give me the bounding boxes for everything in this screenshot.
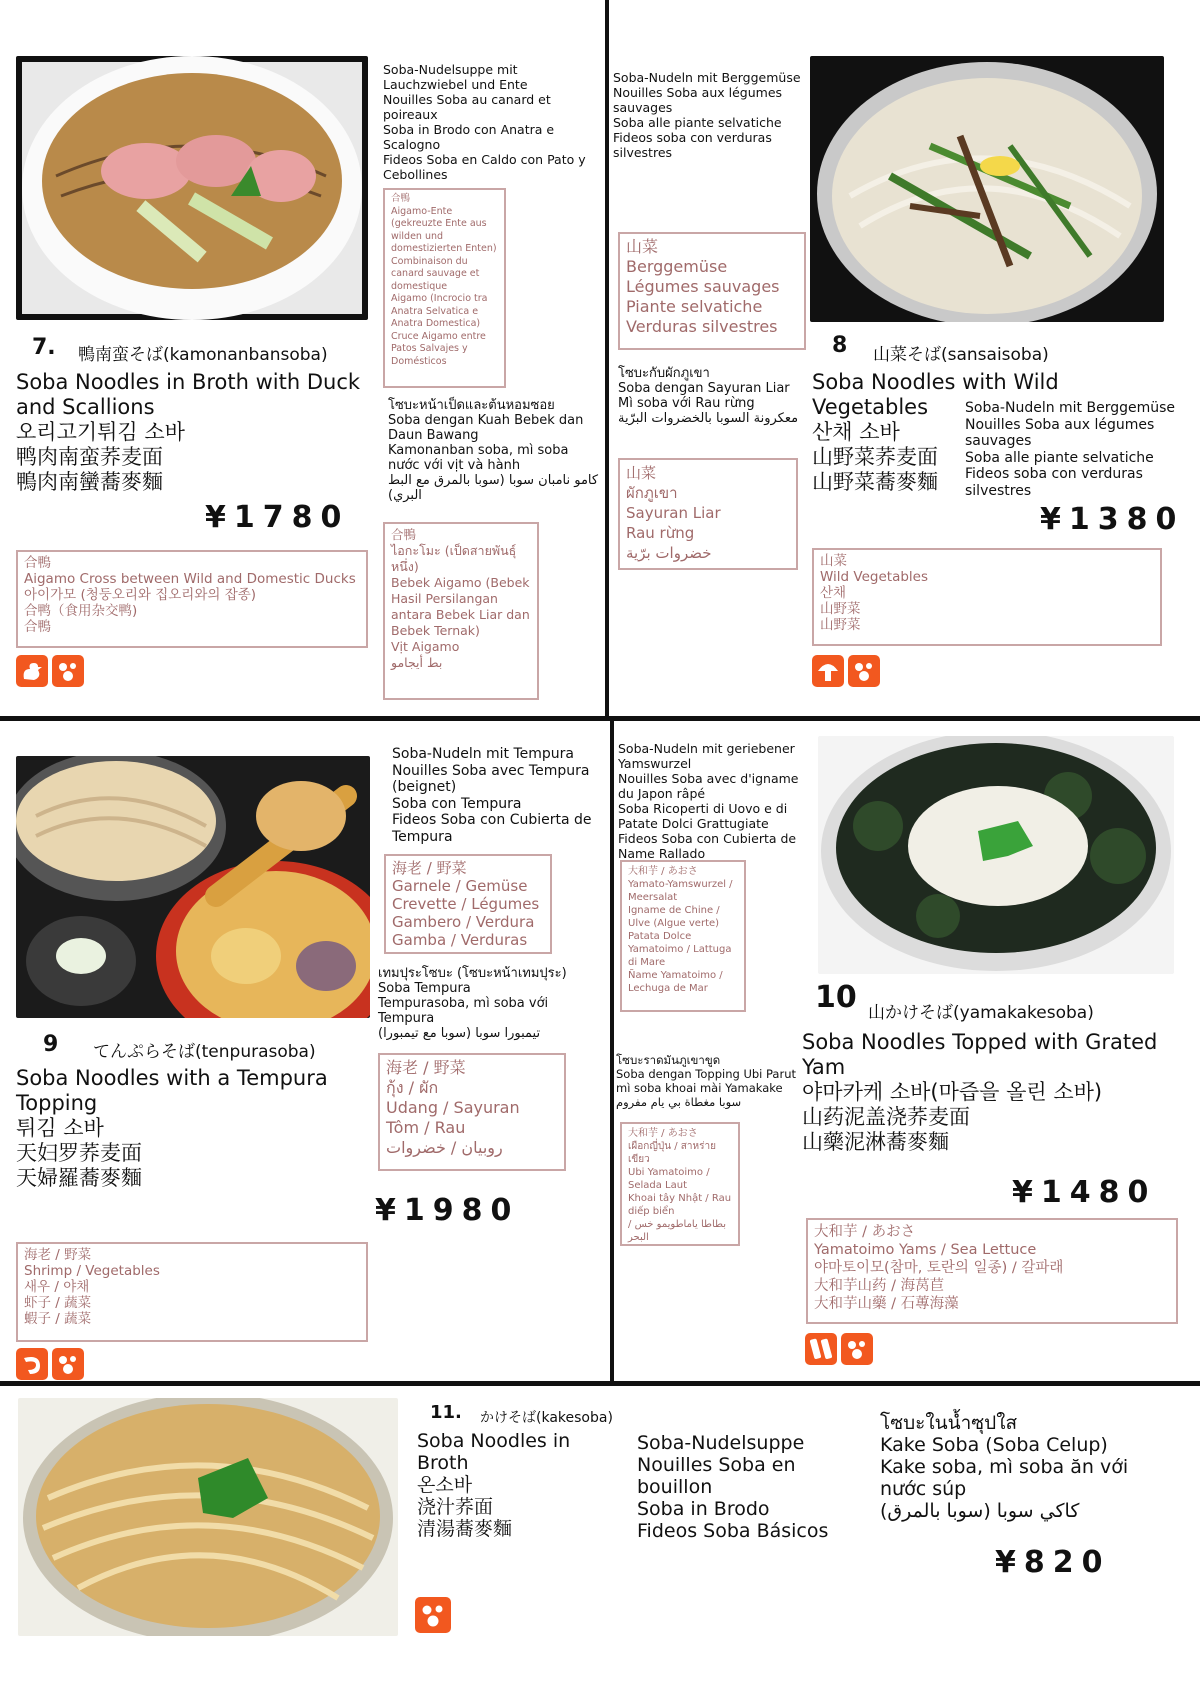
soba-icon (52, 655, 84, 687)
item-10-asian-desc (616, 1053, 806, 1109)
desc-line: Soba Ricoperti di Uovo e di Patate Dolci Grattugiate (618, 801, 788, 831)
item-9-names (16, 1066, 346, 1191)
desc-line: Soba con Tempura (392, 795, 522, 812)
desc-line: เทมปุระโซบะ (โซบะหน้าเทมปุระ) (378, 966, 567, 981)
box-line: Khoai tây Nhật / Rau diếp biển (628, 1193, 732, 1217)
desc-line: Mì soba với Rau rừng (618, 396, 755, 411)
box-line: 合鴨 (391, 193, 411, 204)
item-11-names (417, 1430, 617, 1540)
ingredient-line: 아이가모 (청둥오리와 집오리와의 잡종) (24, 587, 257, 603)
box-line: Ubi Yamatoimo / Selada Laut (628, 1167, 710, 1191)
ingredient-line: 山野菜 (820, 617, 861, 633)
desc-line: Nouilles Soba aux légumes sauvages (613, 85, 783, 115)
desc-line: Soba-Nudelsuppe (637, 1432, 805, 1454)
box-line: Vịt Aigamo (391, 639, 460, 654)
desc-line: Nouilles Soba au canard et poireaux (383, 92, 551, 122)
box-line: เผือกญี่ปุ่น / สาหร่ายเขียว (628, 1141, 716, 1165)
soba-icon (415, 1597, 451, 1633)
box-line: Rau rừng (626, 524, 695, 542)
desc-line: Soba-Nudeln mit Tempura (392, 746, 575, 762)
item-9-name-tw: 天婦羅蕎麥麵 (16, 1166, 142, 1190)
item-10-name-tw: 山藥泥淋蕎麥麵 (802, 1130, 949, 1154)
box-line: Verduras silvestres (626, 317, 778, 336)
desc-line: Soba dengan Sayuran Liar (618, 381, 790, 396)
item-9-name-zh: 天妇罗荞麦面 (16, 1141, 142, 1165)
ingredient-line: 虾子 / 蔬菜 (24, 1295, 92, 1311)
item-11-name-en: Soba Noodles in Broth (417, 1430, 571, 1474)
grated-yam-soba-photo (818, 736, 1174, 974)
mushroom-icon (812, 655, 844, 687)
desc-line: كاكي سوبا (سوبا بالمرق) (880, 1500, 1080, 1522)
box-line: Gambero / Verdura (392, 913, 535, 931)
box-line: Patata Dolce Yamatoimo / Lattuga di Mare (628, 931, 732, 968)
box-line: 山菜 (626, 237, 659, 256)
item-11-name-zh: 浇汁荞面 (417, 1496, 494, 1518)
desc-line: Nouilles Soba avec Tempura (beignet) (392, 762, 590, 795)
kake-soba-photo (18, 1398, 398, 1636)
item-7-ingredient-box (16, 550, 368, 648)
item-10-ingredient-box (806, 1218, 1178, 1324)
desc-line: Tempurasoba, mì soba với Tempura (378, 996, 549, 1026)
box-line: روبيان / خضروات (386, 1138, 503, 1157)
ingredient-line: Aigamo Cross between Wild and Domestic Ducks (24, 571, 356, 587)
desc-line: Fideos Soba Básicos (637, 1520, 829, 1542)
wild-vegetable-soba-photo (810, 56, 1164, 322)
desc-line: Soba alle piante selvatiche (965, 449, 1154, 466)
duck-soba-photo (16, 56, 368, 320)
item-8-name-tw: 山野菜蕎麥麵 (812, 470, 938, 494)
vertical-divider-top (605, 0, 609, 720)
ingredient-line: 大和芋 / あおさ (814, 1224, 916, 1240)
desc-line: Soba-Nudeln mit Berggemüse (965, 400, 1176, 416)
item-9-name-en: Soba Noodles with a Tempura Topping (16, 1066, 328, 1115)
desc-line: โซบะหน้าเป็ดและต้นหอมซอย (388, 398, 555, 413)
item-7-name-ko: 오리고기튀김 소바 (16, 420, 185, 444)
box-line: Combinaison du canard sauvage et domestique (391, 255, 480, 292)
item-7-aigamo-box (383, 188, 506, 388)
item-7-price: ¥1780 (205, 500, 350, 535)
item-7-name-tw: 鴨肉南蠻蕎麥麵 (16, 470, 163, 494)
item-7-name-en: Soba Noodles in Broth with Duck and Scallions (16, 370, 361, 419)
ingredient-line: Wild Vegetables (820, 569, 929, 585)
box-line: Udang / Sayuran (386, 1098, 520, 1117)
desc-line: Kake Soba (Soba Celup) (880, 1434, 1108, 1456)
desc-line: โซบะกับผักภูเขา (618, 366, 710, 381)
ingredient-line: 山野菜 (820, 601, 861, 617)
desc-line: Soba in Brodo con Anatra e Scalogno (383, 122, 555, 152)
item-8-asian-desc (618, 366, 814, 426)
box-line: Piante selvatiche (626, 297, 763, 316)
desc-line: Fideos soba con verduras silvestres (613, 130, 772, 160)
desc-line: Nouilles Soba en bouillon (637, 1454, 796, 1498)
item-7-euro-desc (383, 62, 603, 182)
desc-line: Soba dengan Kuah Bebek dan Daun Bawang (388, 413, 584, 443)
item-11-number: 11. (430, 1402, 462, 1423)
item-9-asian-desc (378, 966, 602, 1041)
shrimp-icon (16, 1348, 48, 1380)
item-7-jp-title: 鴨南蛮そば(kamonanbansoba) (78, 345, 328, 365)
box-line: خضروات برّية (626, 544, 712, 562)
item-11-asian-desc (880, 1412, 1180, 1522)
item-8-veg-box-2 (618, 458, 798, 570)
ingredient-line: 大和芋山藥 / 石蓴海藻 (814, 1296, 959, 1312)
desc-line: معكرونة السوبا بالخضروات البرّية (618, 411, 799, 426)
item-8-ingredient-box (812, 548, 1162, 646)
desc-line: سوبا مغطاة بي يام مفروم (616, 1095, 742, 1109)
ingredient-line: 大和芋山药 / 海莴苣 (814, 1278, 945, 1294)
item-9-name-ko: 튀김 소바 (16, 1116, 104, 1140)
item-9-jp-title: てんぷらそば(tenpurasoba) (93, 1042, 316, 1062)
ingredient-line: 合鴨 (24, 555, 51, 571)
box-line: 山菜 (626, 464, 657, 482)
box-line: 大和芋 / あおさ (628, 866, 698, 877)
soba-icon (52, 1348, 84, 1380)
desc-line: Fideos soba con verduras silvestres (965, 466, 1143, 499)
box-line: ผักภูเขา (626, 484, 678, 502)
item-8-price: ¥1380 (1040, 502, 1185, 537)
ingredient-line: Yamatoimo Yams / Sea Lettuce (814, 1242, 1037, 1258)
soba-icon (841, 1333, 873, 1365)
box-line: 海老 / 野菜 (386, 1058, 466, 1077)
box-line: بط أيجامو (391, 655, 443, 670)
item-10-name-en: Soba Noodles Topped with Grated Yam (802, 1030, 1158, 1079)
box-line: Légumes sauvages (626, 277, 780, 296)
item-8-jp-title: 山菜そば(sansaisoba) (873, 345, 1049, 365)
item-10-yam-box-2 (620, 1122, 740, 1246)
ingredient-line: 合鸭（食用杂交鸭) (24, 603, 138, 619)
item-11-price: ¥820 (995, 1545, 1111, 1580)
desc-line: Fideos Soba con Cubierta de Name Rallado (618, 831, 797, 861)
item-7-name-zh: 鸭肉南蛮荞麦面 (16, 445, 163, 469)
soba-icon (848, 655, 880, 687)
duck-icon (16, 655, 48, 687)
desc-line: Kake soba, mì soba ăn với nước súp (880, 1456, 1129, 1500)
desc-line: โซบะในน้ำซุปใส (880, 1412, 1018, 1434)
item-8-veg-box (618, 232, 806, 350)
item-9-ingredient-box (16, 1242, 368, 1342)
desc-line: Soba-Nudeln mit geriebener Yamswurzel (618, 741, 795, 771)
box-line: 合鴨 (391, 527, 417, 542)
box-line: Igname de Chine / Ulve (Algue verte) (628, 905, 720, 929)
desc-line: Nouilles Soba aux légumes sauvages (965, 416, 1155, 449)
horizontal-divider-1 (0, 716, 1200, 721)
box-line: Aigamo (Incrocio tra Anatra Selvatica e Anatra Domestica) (391, 293, 488, 329)
item-9-euro-desc (392, 746, 604, 845)
yam-icon (805, 1333, 837, 1365)
box-line: Gamba / Verduras (392, 931, 528, 949)
box-line: Crevette / Légumes (392, 895, 540, 913)
item-10-name-ko: 야마카케 소바(마즙을 올린 소바) (802, 1080, 1103, 1104)
box-line: Ñame Yamatoimo / Lechuga de Mar (628, 970, 723, 994)
desc-line: Nouilles Soba avec d'igname du Japon râpé (618, 771, 799, 801)
item-9-price: ¥1980 (375, 1193, 520, 1228)
box-line: Berggemüse (626, 257, 728, 276)
item-8-euro-desc (613, 70, 813, 160)
item-8-number: 8 (832, 333, 848, 358)
item-8-name-ko: 산채 소바 (812, 420, 900, 444)
tempura-soba-photo (16, 756, 370, 1018)
desc-line: Kamonanban soba, mì soba nước với vịt và hành (388, 443, 569, 473)
item-8-euro-desc-2 (965, 400, 1185, 499)
horizontal-divider-2 (0, 1381, 1200, 1386)
desc-line: Soba in Brodo (637, 1498, 770, 1520)
desc-line: โซบะราดมันภูเขาขูด (616, 1053, 721, 1067)
item-11-jp-title: かけそば(kakesoba) (480, 1410, 613, 1426)
ingredient-line: 야마토이모(참마, 토란의 일종) / 갈파래 (814, 1260, 1064, 1276)
item-10-names (802, 1030, 1162, 1155)
item-7-number: 7. (32, 335, 56, 360)
box-line: 大和芋 / あおさ (628, 1128, 698, 1139)
box-line: Cruce Aigamo entre Patos Salvajes y Domésticos (391, 330, 486, 367)
desc-line: mì soba khoai mài Yamakake (616, 1081, 783, 1095)
item-10-name-zh: 山药泥盖浇荞麦面 (802, 1105, 970, 1129)
item-10-price: ¥1480 (1012, 1175, 1157, 1210)
ingredient-line: 山菜 (820, 553, 847, 569)
item-9-shrimp-box-2 (378, 1053, 566, 1171)
desc-line: تيمبورا سوبا (سوبا مع تيمبورا) (378, 1026, 541, 1041)
box-line: Sayuran Liar (626, 504, 721, 522)
box-line: กุ้ง / ผัก (386, 1078, 439, 1097)
desc-line: Soba-Nudeln mit Berggemüse (613, 70, 801, 85)
desc-line: Soba-Nudelsuppe mit Lauchzwiebel und Ente (383, 62, 528, 92)
ingredient-line: 蝦子 / 蔬菜 (24, 1311, 92, 1327)
ingredient-line: Shrimp / Vegetables (24, 1263, 160, 1279)
item-10-yam-box (620, 860, 746, 1012)
desc-line: Soba alle piante selvatiche (613, 115, 782, 130)
ingredient-line: 새우 / 야채 (24, 1279, 90, 1295)
box-line: Aigamo-Ente (gekreuzte Ente aus wilden und domestizierten Enten) (391, 205, 497, 254)
desc-line: Fideos Soba en Caldo con Pato y Cebollines (383, 152, 586, 182)
vertical-divider-middle (610, 718, 614, 1383)
box-line: 海老 / 野菜 (392, 859, 467, 877)
item-11-euro-desc (637, 1432, 872, 1542)
box-line: Yamato-Yamswurzel / Meersalat (628, 879, 733, 903)
item-10-euro-desc (618, 741, 818, 861)
box-line: / بطاطا ياماطويمو خس البحر (628, 1219, 726, 1243)
item-8-name-zh: 山野菜荞麦面 (812, 445, 938, 469)
item-8-name-en: Soba Noodles with Wild Vegetables (812, 370, 1059, 419)
box-line: Bebek Aigamo (Bebek Hasil Persilangan antara Bebek Liar dan Bebek Ternak) (391, 575, 530, 638)
item-11-name-tw: 清湯蕎麥麵 (417, 1518, 513, 1540)
item-10-number: 10 (815, 980, 857, 1015)
box-line: Garnele / Gemüse (392, 877, 528, 895)
item-10-jp-title: 山かけそば(yamakakesoba) (868, 1003, 1094, 1023)
item-11-name-ko: 온소바 (417, 1474, 473, 1496)
item-7-names (16, 370, 366, 495)
item-7-aigamo-box-2 (383, 522, 539, 700)
box-line: Tôm / Rau (386, 1118, 466, 1137)
ingredient-line: 合鴨 (24, 619, 51, 635)
desc-line: Soba Tempura (378, 981, 471, 996)
desc-line: Soba dengan Topping Ubi Parut (616, 1067, 796, 1081)
desc-line: كامو نامبان سوبا (سوبا بالمرق مع البط البري) (388, 473, 599, 503)
item-9-shrimp-box (384, 854, 552, 954)
item-7-asian-desc (388, 398, 600, 503)
item-8-names (812, 370, 1059, 495)
desc-line: Fideos Soba con Cubierta de Tempura (392, 812, 592, 845)
ingredient-line: 海老 / 野菜 (24, 1247, 92, 1263)
item-9-number: 9 (43, 1032, 59, 1057)
box-line: ไอกะโมะ (เป็ดสายพันธุ์หนึ่ง) (391, 543, 517, 574)
ingredient-line: 산채 (820, 585, 847, 601)
